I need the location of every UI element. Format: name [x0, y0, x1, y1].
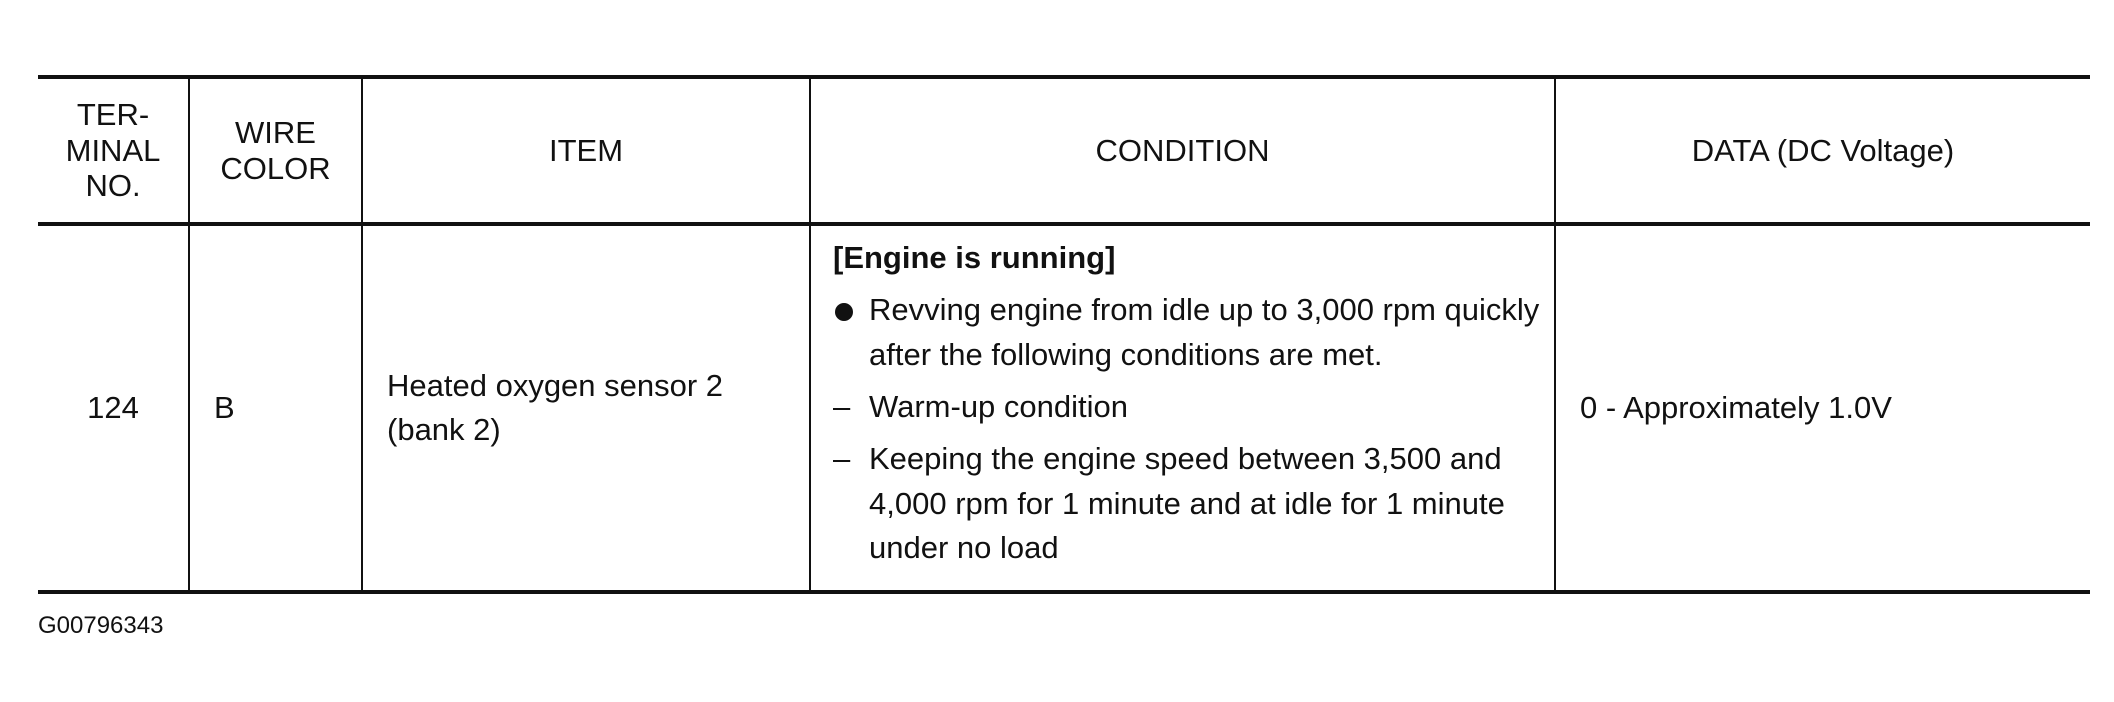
- item-line-2: (bank 2): [387, 412, 501, 447]
- condition-dash-text-1: Warm-up condition: [869, 388, 1129, 424]
- cell-condition: [810, 224, 1555, 592]
- terminal-data-table: [38, 75, 2090, 594]
- cell-item: [362, 224, 810, 592]
- header-wire-line-1: WIRE: [235, 114, 316, 150]
- condition-dash-text-2: Keeping the engine speed between 3,500 and 4,000 rpm for 1 minute and at idle for 1 minute under no load: [869, 441, 1505, 565]
- filled-circle-bullet-icon: [835, 303, 853, 321]
- item-line-1: Heated oxygen sensor 2: [387, 367, 724, 403]
- header-wire-line-2: COLOR: [220, 150, 331, 186]
- cell-wire-color: B: [189, 224, 362, 592]
- dash-marker-icon: –: [833, 388, 851, 424]
- table-header: [38, 77, 2090, 224]
- header-terminal-line-1: TER-: [76, 97, 150, 133]
- table-row: [38, 224, 2090, 592]
- dash-marker-icon: –: [833, 441, 851, 477]
- header-condition: CONDITION: [810, 77, 1555, 224]
- cell-data-value: 0 - Approximately 1.0V: [1555, 224, 2090, 592]
- condition-dash-item: [833, 437, 1542, 570]
- header-terminal-no: [38, 77, 189, 224]
- table-body: [38, 224, 2090, 592]
- cell-terminal-no: 124: [38, 224, 189, 592]
- header-data: DATA (DC Voltage): [1555, 77, 2090, 224]
- condition-bullet-text: Revving engine from idle up to 3,000 rpm quickly after the following conditions are met.: [869, 292, 1540, 372]
- header-item: ITEM: [362, 77, 810, 224]
- figure-code: G00796343: [38, 612, 164, 639]
- header-terminal-line-3: NO.: [85, 168, 141, 204]
- condition-dash-item: [833, 385, 1542, 429]
- header-terminal-line-2: MINAL: [65, 132, 161, 168]
- header-wire-color: [189, 77, 362, 224]
- terminal-data-table-wrapper: [38, 75, 2090, 594]
- condition-heading: [Engine is running]: [833, 240, 1116, 275]
- header-row: [38, 77, 2090, 224]
- condition-bullet-item: [833, 288, 1542, 377]
